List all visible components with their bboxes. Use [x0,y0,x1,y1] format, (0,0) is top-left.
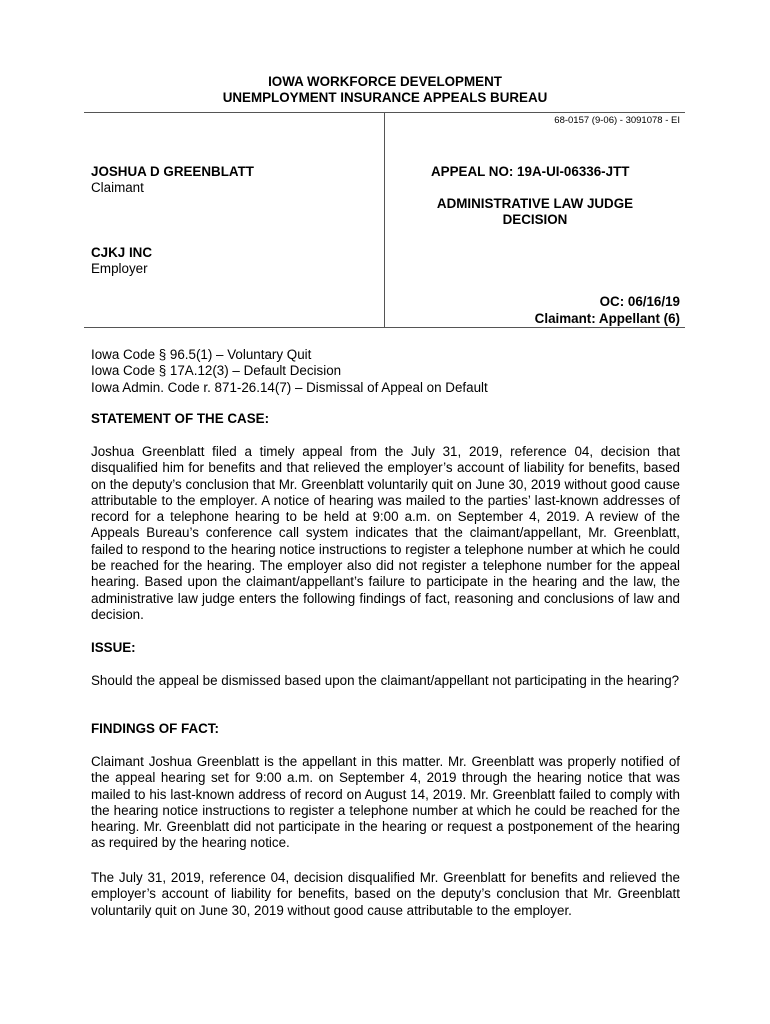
claimant-status: Claimant: Appellant (6) [534,311,680,326]
findings-heading: FINDINGS OF FACT: [91,721,219,736]
decision-title-line2: DECISION [502,212,568,228]
decision-title-line1: ADMINISTRATIVE LAW JUDGE [436,196,634,211]
employer-name: CJKJ INC [91,245,153,260]
employer-role: Employer [91,261,148,276]
appeal-number: APPEAL NO: 19A-UI-06336-JTT [431,164,630,179]
code-citations [91,347,680,396]
claimant-name: JOSHUA D GREENBLATT [91,164,254,179]
issue-heading: ISSUE: [91,640,136,655]
statement-paragraph: Joshua Greenblatt filed a timely appeal from the July 31, 2019, reference 04, decision that disqualified him for benefits and that relieved the employer’s account of liability for benefits, based on the deputy’s conclusion that Mr. Greenblatt voluntarily quit on June 30, 2019 without good cause attributable to the employer. A notice of hearing was mailed to the parties’ last-known addresses of record for a telephone hearing to be held at 9:00 a.m. on September 4, 2019. A review of the Appeals Bureau’s conference call system indicates that the claimant/appellant, Mr. Greenblatt, failed to respond to the hearing notice instructions to register a telephone number at which he could be reached for the hearing. The employer also did not register a telephone number for the appeal hearing. Based upon the claimant/appellant’s failure to participate in the hearing and the law, the administrative law judge enters the following findings of fact, reasoning and conclusions of law and decision. [91,444,680,622]
decision-title [385,196,685,229]
code-citation: Iowa Admin. Code r. 871-26.14(7) – Dismissal of Appeal on Default [91,379,488,395]
findings-paragraph: The July 31, 2019, reference 04, decision disqualified Mr. Greenblatt for benefits and relieved the employer’s account of liability for benefits, based on the deputy’s conclusion that Mr. Greenblatt voluntarily quit on June 30, 2019 without good cause attributable to the employer. [91,870,680,918]
bureau-name: UNEMPLOYMENT INSURANCE APPEALS BUREAU [222,90,548,105]
statement-heading: STATEMENT OF THE CASE: [91,411,270,426]
header-divider-bottom [84,327,685,328]
findings-paragraph: Claimant Joshua Greenblatt is the appellant in this matter. Mr. Greenblatt was properly notified of the appeal hearing set for 9:00 a.m. on September 4, 2019 through the hearing notice that was mailed to his last-known address of record on August 14, 2019. Mr. Greenblatt failed to comply with the hearing notice instructions to register a telephone number at which he could be reached for the hearing. Mr. Greenblatt did not participate in the hearing or request a postponement of the hearing as required by the hearing notice. [91,754,680,851]
code-citation: Iowa Code § 96.5(1) – Voluntary Quit [91,347,312,362]
agency-name: IOWA WORKFORCE DEVELOPMENT [268,74,502,89]
claimant-role: Claimant [91,180,144,195]
code-citation: Iowa Code § 17A.12(3) – Default Decision [91,363,342,379]
oc-date: OC: 06/16/19 [599,294,680,309]
issue-paragraph: Should the appeal be dismissed based upon the claimant/appellant not participating in the hearing? [91,673,680,688]
form-number: 68-0157 (9-06) - 3091078 - EI [554,115,680,126]
